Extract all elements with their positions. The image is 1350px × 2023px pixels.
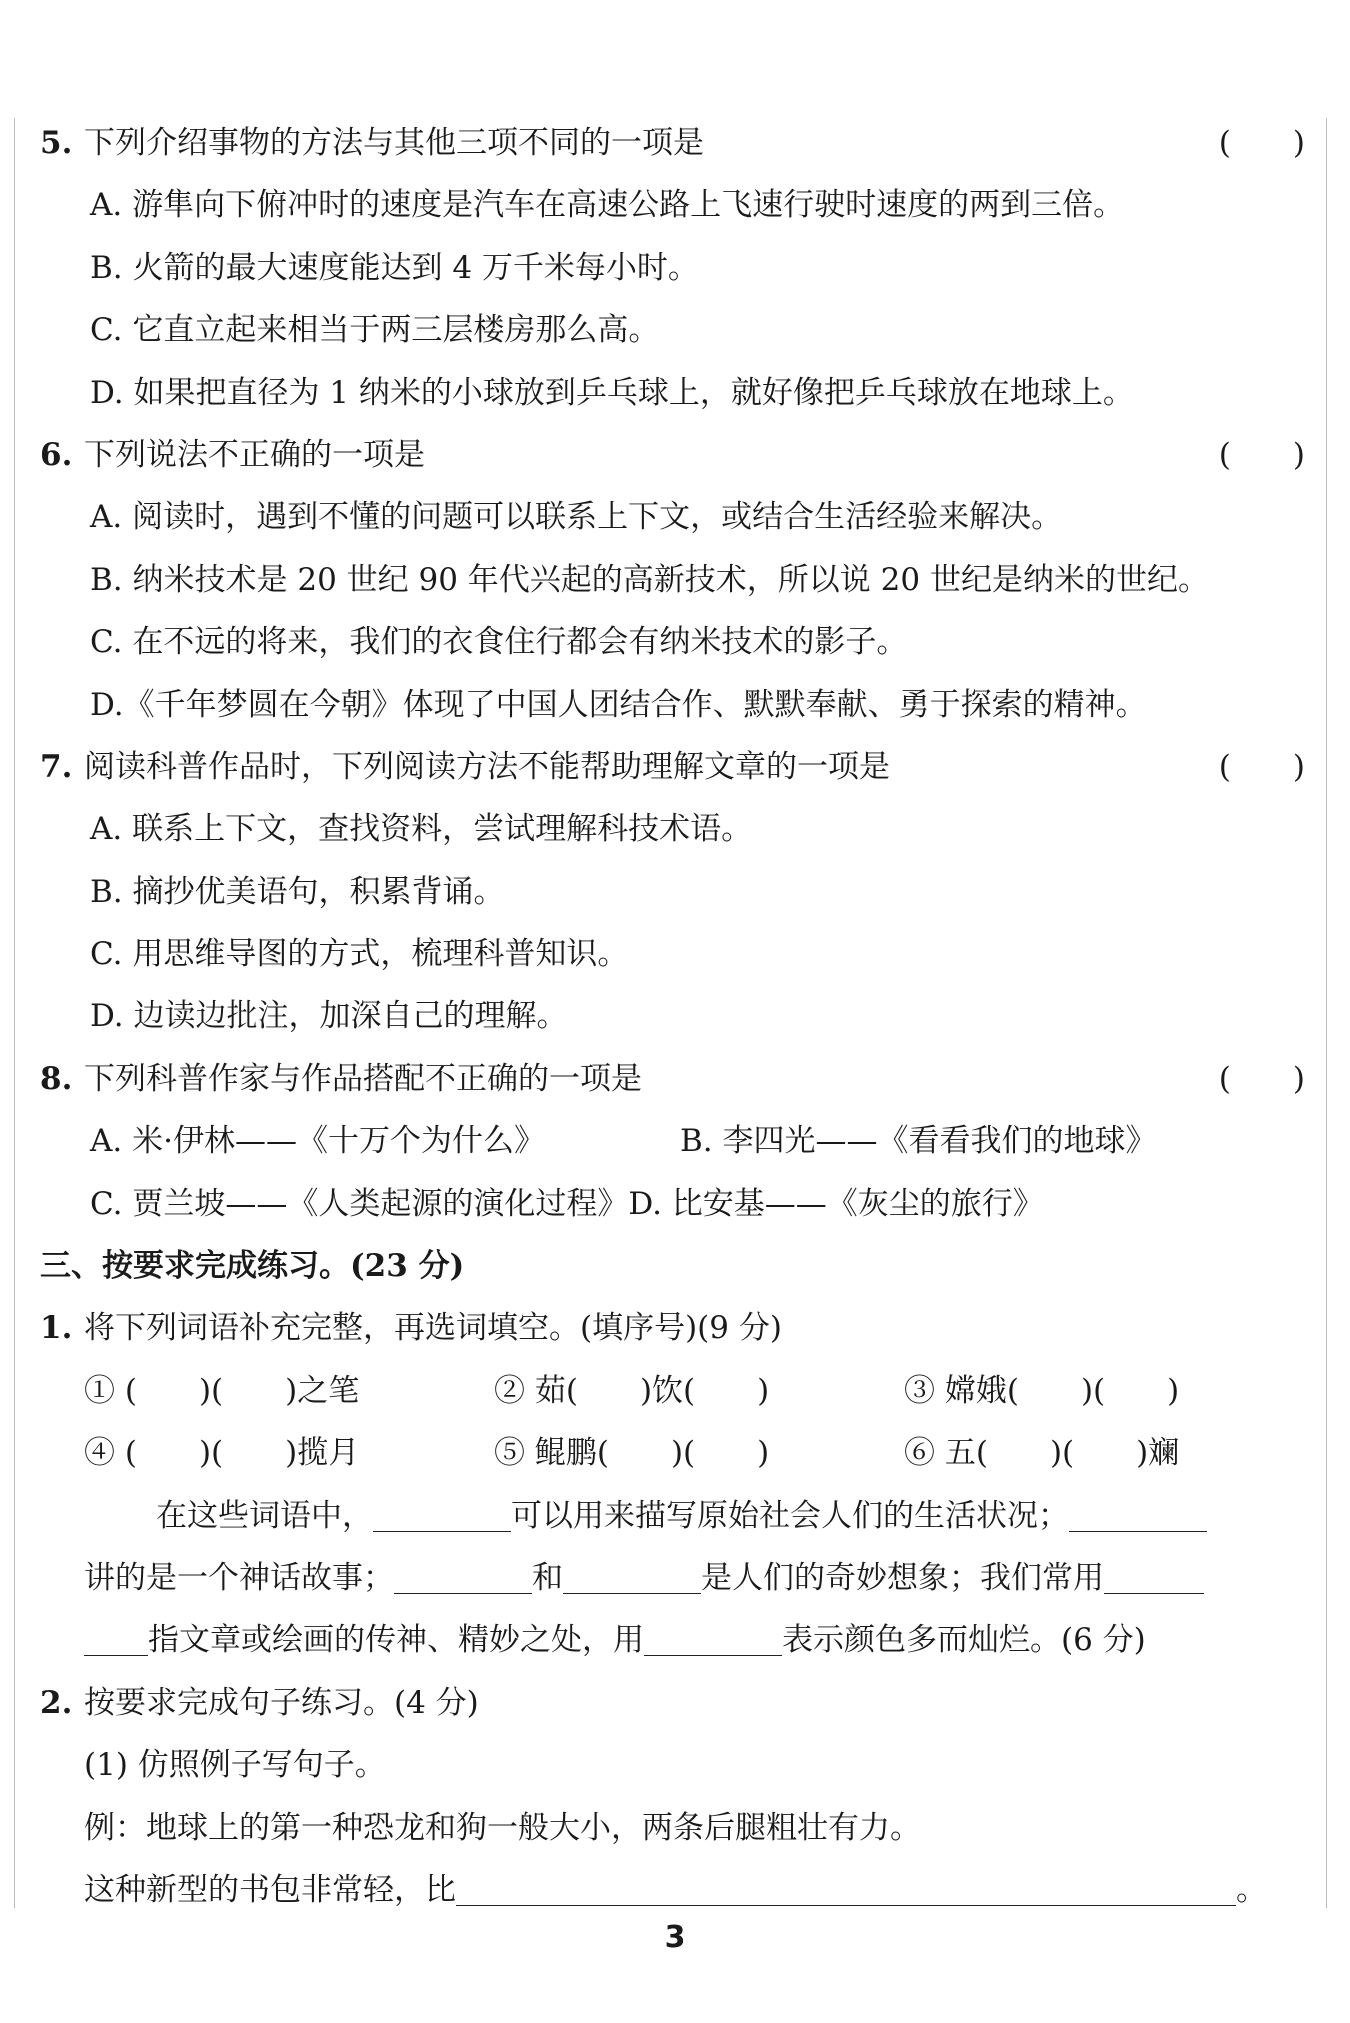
question-6-stem (40, 424, 1305, 486)
fill-blank[interactable] (644, 1615, 782, 1656)
question-number: 5. (40, 125, 73, 161)
option-c: C. 用思维导图的方式，梳理科普知识。 (90, 936, 629, 973)
right-margin-line (1326, 118, 1327, 1908)
word-item-1[interactable]: ① ( )( )之笔 (84, 1372, 360, 1409)
option-b: B. 火箭的最大速度能达到 4 万千米每小时。 (90, 249, 699, 286)
options-row-2 (40, 1173, 1305, 1235)
option-c: C. 在不远的将来，我们的衣食住行都会有纳米技术的影子。 (90, 624, 908, 661)
option-c: C. 它直立起来相当于两三层楼房那么高。 (90, 312, 660, 349)
option-d: D. 如果把直径为 1 纳米的小球放到乒乓球上，就好像把乒乓球放在地球上。 (90, 374, 1134, 411)
paragraph-text: 表示颜色多而灿烂。(6 分) (782, 1622, 1146, 1659)
answer-parentheses[interactable]: ( ) (1218, 1060, 1305, 1097)
question-number: 1. (40, 1310, 73, 1347)
question-5-stem (40, 112, 1305, 174)
paragraph-text: 和 (532, 1559, 563, 1596)
word-item-3[interactable]: ③ 嫦娥( )( ) (904, 1372, 1180, 1409)
option-b: B. 纳米技术是 20 世纪 90 年代兴起的高新技术，所以说 20 世纪是纳米的世纪。 (90, 561, 1209, 598)
word-item-2[interactable]: ② 茹( )饮( ) (494, 1372, 770, 1409)
options-row-1 (40, 1110, 1305, 1172)
answer-parentheses[interactable]: ( ) (1218, 436, 1305, 473)
question-number: 7. (40, 748, 73, 785)
page-number: 3 (664, 1920, 686, 1955)
worksheet-page (40, 112, 1305, 1921)
paragraph-text: 指文章或绘画的传神、精妙之处，用 (148, 1622, 644, 1659)
write-blank[interactable] (456, 1865, 1236, 1906)
question-text: 阅读科普作品时，下列阅读方法不能帮助理解文章的一项是 (84, 748, 890, 785)
option-a: A. 游隼向下俯冲时的速度是汽车在高速公路上飞速行驶时速度的两到三倍。 (90, 187, 1125, 224)
sub-question-1: (1) 仿照例子写句子。 (84, 1747, 386, 1784)
question-text: 下列介绍事物的方法与其他三项不同的一项是 (84, 125, 704, 161)
answer-parentheses[interactable]: ( ) (1218, 748, 1305, 785)
option-a: A. 联系上下文，查找资料，尝试理解科技术语。 (90, 811, 753, 848)
word-row-2 (40, 1422, 1305, 1484)
question-number: 8. (40, 1060, 73, 1097)
sentence-start: 这种新型的书包非常轻，比 (84, 1871, 456, 1908)
section-title: 三、按要求完成练习。(23 分) (40, 1248, 465, 1285)
fill-blank[interactable] (1104, 1553, 1204, 1594)
word-item-6[interactable]: ⑥ 五( )( )斓 (904, 1435, 1180, 1472)
section3-question-2-stem (40, 1672, 1305, 1734)
paragraph-text: 可以用来描写原始社会人们的生活状况； (511, 1497, 1069, 1534)
question-number: 2. (40, 1684, 73, 1721)
question-text: 下列说法不正确的一项是 (84, 436, 425, 473)
fill-blank[interactable] (563, 1553, 701, 1594)
word-item-5[interactable]: ⑤ 鲲鹏( )( ) (494, 1435, 770, 1472)
question-8-stem (40, 1048, 1305, 1110)
fill-blank[interactable] (373, 1491, 511, 1532)
option-c: C. 贾兰坡——《人类起源的演化过程》 (90, 1185, 629, 1222)
question-text: 按要求完成句子练习。(4 分) (84, 1684, 479, 1721)
paragraph-text: 是人们的奇妙想象；我们常用 (701, 1559, 1104, 1596)
word-item-4[interactable]: ④ ( )( )揽月 (84, 1435, 360, 1472)
fill-paragraph-line-3 (40, 1609, 1305, 1671)
section3-question-1-stem (40, 1297, 1305, 1359)
fill-paragraph-line-2 (40, 1547, 1305, 1609)
sentence-end: 。 (1236, 1871, 1267, 1908)
example-sentence: 例：地球上的第一种恐龙和狗一般大小，两条后腿粗壮有力。 (84, 1809, 921, 1846)
option-a: A. 米·伊林——《十万个为什么》 (90, 1123, 545, 1160)
fill-blank[interactable] (1069, 1491, 1207, 1532)
fill-paragraph-line-1 (40, 1485, 1305, 1547)
write-sentence-line (40, 1859, 1305, 1921)
question-7-stem (40, 736, 1305, 798)
option-d: D. 比安基——《灰尘的旅行》 (628, 1185, 1044, 1222)
option-b: B. 李四光——《看看我们的地球》 (680, 1123, 1157, 1160)
word-row-1 (40, 1360, 1305, 1422)
option-d: D.《千年梦圆在今朝》体现了中国人团结合作、默默奉献、勇于探索的精神。 (90, 686, 1147, 723)
question-text: 下列科普作家与作品搭配不正确的一项是 (84, 1060, 642, 1097)
left-margin-line (14, 118, 15, 1908)
paragraph-text: 讲的是一个神话故事； (84, 1559, 394, 1596)
question-text: 将下列词语补充完整，再选词填空。(填序号)(9 分) (84, 1310, 782, 1347)
option-d: D. 边读边批注，加深自己的理解。 (90, 998, 568, 1035)
option-a: A. 阅读时，遇到不懂的问题可以联系上下文，或结合生活经验来解决。 (90, 499, 1063, 536)
fill-blank[interactable] (394, 1553, 532, 1594)
question-number: 6. (40, 436, 73, 473)
option-b: B. 摘抄优美语句，积累背诵。 (90, 873, 505, 910)
paragraph-text: 在这些词语中， (156, 1497, 373, 1534)
fill-blank[interactable] (84, 1615, 148, 1656)
answer-parentheses[interactable]: ( ) (1218, 125, 1305, 161)
